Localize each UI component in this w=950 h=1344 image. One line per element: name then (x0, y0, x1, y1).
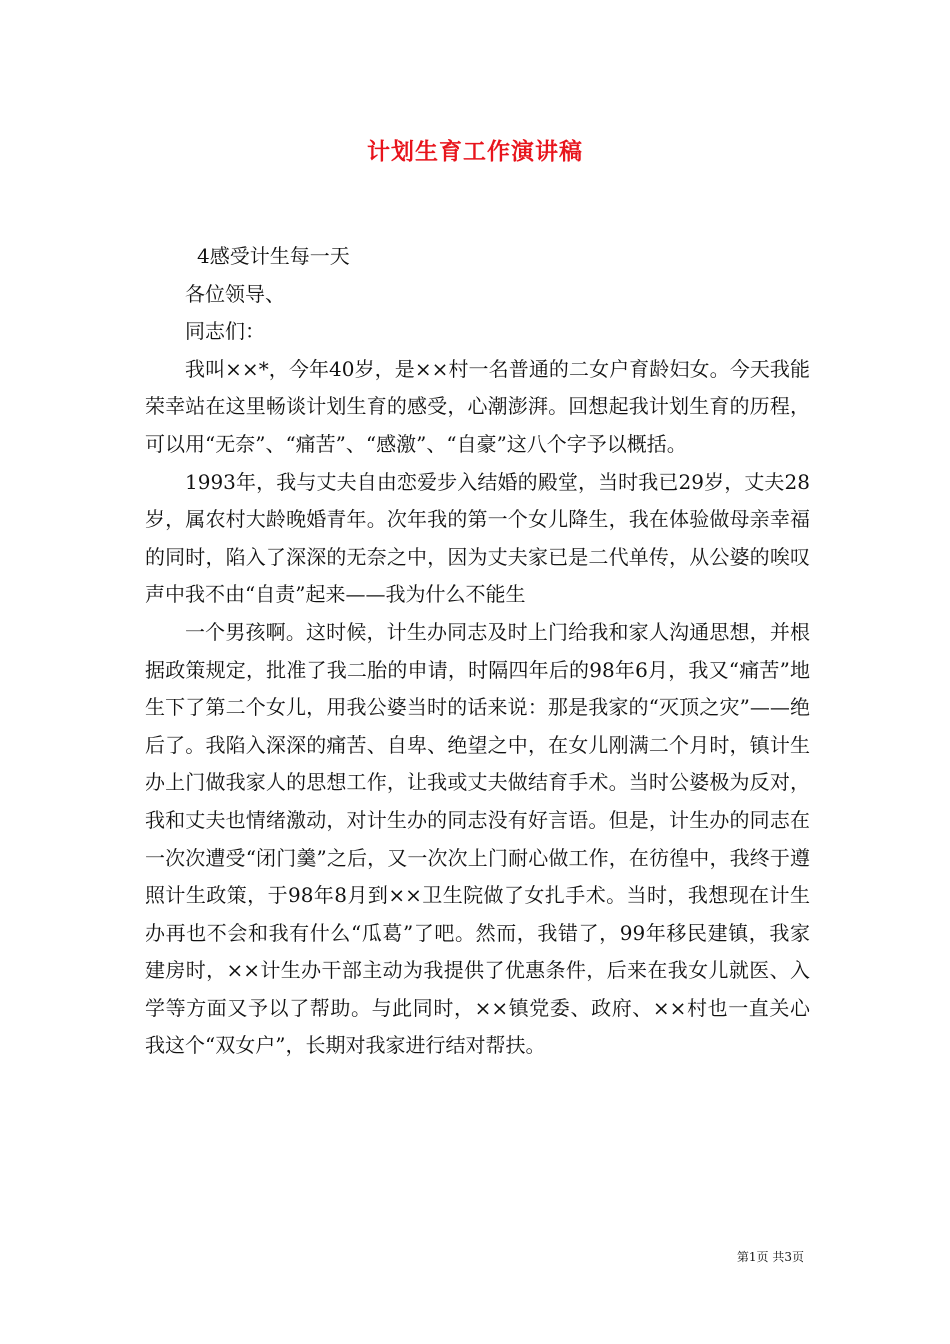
speech-subtitle: 4感受计生每一天 (197, 244, 350, 268)
document-title: 计划生育工作演讲稿 (367, 139, 583, 165)
paragraph-marriage: 1993年，我与丈夫自由恋爱步入结婚的殿堂，当时我已29岁，丈夫28岁，属农村大龄晚婚青年。次年我的第一个女儿降生，我在体验做母亲幸福的同时，陷入了深深的无奈之中，因为丈夫家已是二代单传，从公婆的唉叹声中我不由“自责”起来——我为什么不能生 (145, 469, 810, 607)
salutation-comrades: 同志们： (185, 319, 265, 344)
paragraph-second-child: 一个男孩啊。这时候，计生办同志及时上门给我和家人沟通思想，并根据政策规定，批准了我二胎的申请，时隔四年后的98年6月，我又“痛苦”地生下了第二个女儿，用我公婆当时的话来说：那是我家的“灭顶之灾”——绝后了。我陷入深深的痛苦、自卑、绝望之中，在女儿刚满二个月时，镇计生办上门做我家人的思想工作，让我或丈夫做结育手术。当时公婆极为反对，我和丈夫也情绪激动，对计生办的同志没有好言语。但是，计生办的同志在一次次遭受“闭门羹”之后，又一次次上门耐心做工作，在彷徨中，我终于遵照计生政策，于98年8月到××卫生院做了女扎手术。当时，我想现在计生办再也不会和我有什么“瓜葛”了吧。然而，我错了，99年移民建镇，我家建房时，××计生办干部主动为我提供了优惠条件，后来在我女儿就医、入学等方面又予以了帮助。与此同时，××镇党委、政府、××村也一直关心我这个“双女户”，长期对我家进行结对帮扶。 (145, 619, 810, 1058)
paragraph-introduction: 我叫××*，今年40岁，是××村一名普通的二女户育龄妇女。今天我能荣幸站在这里畅谈计划生育的感受，心潮澎湃。回想起我计划生育的历程，可以用“无奈”、“痛苦”、“感激”、“自豪”这八个字予以概括。 (145, 356, 810, 456)
page-number: 第1页 共3页 (736, 1250, 804, 1264)
salutation-leaders: 各位领导、 (185, 281, 285, 306)
document-body (145, 238, 810, 1065)
